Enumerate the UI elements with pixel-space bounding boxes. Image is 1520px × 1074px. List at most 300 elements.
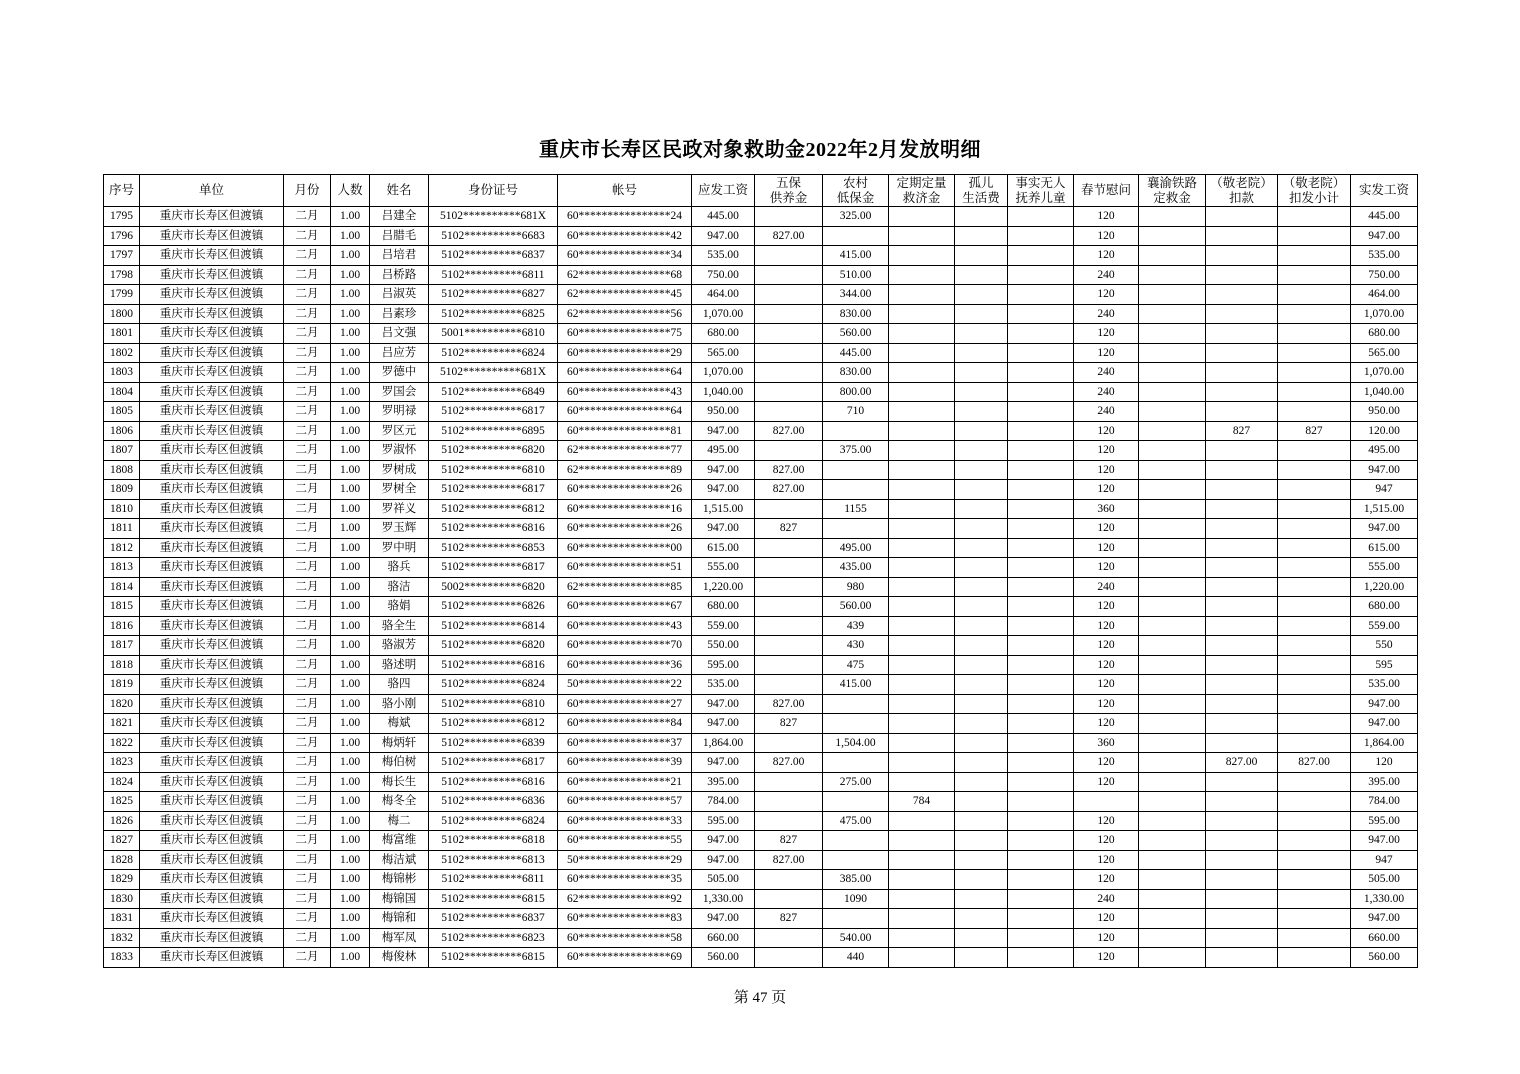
cell-account-number: 60****************37: [558, 733, 692, 753]
cell-id-number: 5102**********6814: [429, 616, 558, 636]
cell-account-number: 60****************75: [558, 324, 692, 344]
cell-rural-subsistence-allowance: 375.00: [823, 441, 889, 461]
cell-nursing-home-deduction: [1206, 402, 1278, 422]
cell-month: 二月: [284, 909, 331, 929]
cell-xiangyu-railway-relief: [1139, 655, 1206, 675]
cell-nursing-home-deduction-subtotal: [1278, 246, 1351, 266]
cell-de-facto-orphan-support: [1008, 616, 1074, 636]
cell-seq: 1827: [104, 831, 140, 851]
cell-nursing-home-deduction: [1206, 909, 1278, 929]
cell-five-guarantee-support: [755, 811, 823, 831]
cell-nursing-home-deduction: [1206, 636, 1278, 656]
cell-payable-wage: 947.00: [692, 850, 755, 870]
cell-regular-relief: [889, 538, 955, 558]
cell-account-number: 60****************69: [558, 948, 692, 968]
cell-unit: 重庆市长寿区但渡镇: [140, 499, 284, 519]
cell-name: 梅锦国: [370, 889, 429, 909]
cell-nursing-home-deduction-subtotal: [1278, 850, 1351, 870]
cell-seq: 1798: [104, 265, 140, 285]
column-header-rural-subsistence-allowance: 农村 低保金: [823, 175, 889, 207]
cell-account-number: 60****************43: [558, 382, 692, 402]
cell-xiangyu-railway-relief: [1139, 558, 1206, 578]
cell-account-number: 60****************64: [558, 402, 692, 422]
table-row: [104, 519, 1418, 539]
cell-orphan-living-allowance: [955, 285, 1008, 305]
cell-seq: 1816: [104, 616, 140, 636]
table-row: [104, 850, 1418, 870]
page-number: 第 47 页: [733, 990, 787, 1006]
cell-month: 二月: [284, 928, 331, 948]
cell-actual-wage: 947: [1351, 850, 1418, 870]
cell-payable-wage: 947.00: [692, 226, 755, 246]
cell-regular-relief: [889, 675, 955, 695]
cell-actual-wage: 595.00: [1351, 811, 1418, 831]
cell-spring-festival-condolence: 120: [1074, 538, 1139, 558]
cell-id-number: 5102**********6810: [429, 694, 558, 714]
cell-spring-festival-condolence: 120: [1074, 558, 1139, 578]
cell-account-number: 62****************89: [558, 460, 692, 480]
cell-seq: 1820: [104, 694, 140, 714]
cell-regular-relief: [889, 421, 955, 441]
cell-id-number: 5102**********6683: [429, 226, 558, 246]
cell-de-facto-orphan-support: [1008, 246, 1074, 266]
cell-nursing-home-deduction: [1206, 772, 1278, 792]
cell-actual-wage: 1,330.00: [1351, 889, 1418, 909]
cell-regular-relief: [889, 870, 955, 890]
cell-rural-subsistence-allowance: [823, 714, 889, 734]
table-row: [104, 324, 1418, 344]
cell-xiangyu-railway-relief: [1139, 948, 1206, 968]
cell-xiangyu-railway-relief: [1139, 577, 1206, 597]
cell-de-facto-orphan-support: [1008, 538, 1074, 558]
cell-people-count: 1.00: [331, 246, 370, 266]
cell-de-facto-orphan-support: [1008, 714, 1074, 734]
cell-account-number: 60****************39: [558, 753, 692, 773]
cell-rural-subsistence-allowance: [823, 753, 889, 773]
cell-five-guarantee-support: [755, 265, 823, 285]
cell-five-guarantee-support: [755, 441, 823, 461]
column-header-seq: 序号: [104, 175, 140, 207]
cell-regular-relief: [889, 850, 955, 870]
cell-nursing-home-deduction-subtotal: [1278, 616, 1351, 636]
cell-spring-festival-condolence: 120: [1074, 226, 1139, 246]
cell-id-number: 5102**********6816: [429, 772, 558, 792]
cell-orphan-living-allowance: [955, 343, 1008, 363]
cell-xiangyu-railway-relief: [1139, 382, 1206, 402]
cell-five-guarantee-support: [755, 772, 823, 792]
cell-seq: 1808: [104, 460, 140, 480]
cell-xiangyu-railway-relief: [1139, 733, 1206, 753]
cell-orphan-living-allowance: [955, 304, 1008, 324]
cell-unit: 重庆市长寿区但渡镇: [140, 636, 284, 656]
cell-spring-festival-condolence: 240: [1074, 577, 1139, 597]
cell-nursing-home-deduction-subtotal: [1278, 285, 1351, 305]
cell-five-guarantee-support: 827: [755, 519, 823, 539]
cell-orphan-living-allowance: [955, 772, 1008, 792]
cell-actual-wage: 495.00: [1351, 441, 1418, 461]
cell-actual-wage: 1,070.00: [1351, 363, 1418, 383]
cell-spring-festival-condolence: 360: [1074, 499, 1139, 519]
cell-orphan-living-allowance: [955, 733, 1008, 753]
cell-actual-wage: 535.00: [1351, 675, 1418, 695]
cell-orphan-living-allowance: [955, 948, 1008, 968]
cell-five-guarantee-support: [755, 304, 823, 324]
cell-five-guarantee-support: 827.00: [755, 226, 823, 246]
cell-regular-relief: [889, 577, 955, 597]
cell-month: 二月: [284, 733, 331, 753]
table-row: [104, 597, 1418, 617]
cell-five-guarantee-support: 827.00: [755, 460, 823, 480]
cell-people-count: 1.00: [331, 616, 370, 636]
cell-five-guarantee-support: [755, 382, 823, 402]
cell-actual-wage: 595: [1351, 655, 1418, 675]
table-row: [104, 675, 1418, 695]
cell-name: 骆述明: [370, 655, 429, 675]
cell-id-number: 5102**********6837: [429, 246, 558, 266]
cell-spring-festival-condolence: 120: [1074, 675, 1139, 695]
cell-spring-festival-condolence: 120: [1074, 714, 1139, 734]
cell-payable-wage: 464.00: [692, 285, 755, 305]
cell-name: 骆全生: [370, 616, 429, 636]
cell-nursing-home-deduction-subtotal: [1278, 382, 1351, 402]
cell-unit: 重庆市长寿区但渡镇: [140, 675, 284, 695]
cell-account-number: 60****************16: [558, 499, 692, 519]
cell-regular-relief: [889, 460, 955, 480]
cell-name: 吕腊毛: [370, 226, 429, 246]
cell-seq: 1797: [104, 246, 140, 266]
cell-spring-festival-condolence: 240: [1074, 265, 1139, 285]
cell-account-number: 60****************36: [558, 655, 692, 675]
cell-name: 罗中明: [370, 538, 429, 558]
cell-month: 二月: [284, 460, 331, 480]
cell-spring-festival-condolence: 120: [1074, 460, 1139, 480]
cell-name: 罗淑怀: [370, 441, 429, 461]
table-body: [104, 207, 1418, 968]
cell-seq: 1799: [104, 285, 140, 305]
cell-payable-wage: 947.00: [692, 909, 755, 929]
table-row: [104, 811, 1418, 831]
cell-account-number: 60****************00: [558, 538, 692, 558]
cell-people-count: 1.00: [331, 772, 370, 792]
cell-people-count: 1.00: [331, 909, 370, 929]
cell-payable-wage: 445.00: [692, 207, 755, 227]
cell-month: 二月: [284, 948, 331, 968]
cell-name: 梅锦和: [370, 909, 429, 929]
cell-nursing-home-deduction: [1206, 714, 1278, 734]
table-row: [104, 402, 1418, 422]
cell-month: 二月: [284, 889, 331, 909]
cell-xiangyu-railway-relief: [1139, 343, 1206, 363]
cell-actual-wage: 464.00: [1351, 285, 1418, 305]
cell-id-number: 5102**********6823: [429, 928, 558, 948]
table-header: [104, 175, 1418, 207]
cell-seq: 1802: [104, 343, 140, 363]
cell-five-guarantee-support: [755, 363, 823, 383]
cell-people-count: 1.00: [331, 655, 370, 675]
cell-id-number: 5102**********6853: [429, 538, 558, 558]
cell-people-count: 1.00: [331, 694, 370, 714]
cell-xiangyu-railway-relief: [1139, 636, 1206, 656]
cell-rural-subsistence-allowance: 710: [823, 402, 889, 422]
table-row: [104, 870, 1418, 890]
cell-regular-relief: [889, 889, 955, 909]
table-row: [104, 655, 1418, 675]
cell-five-guarantee-support: [755, 499, 823, 519]
table-row: [104, 928, 1418, 948]
cell-month: 二月: [284, 870, 331, 890]
cell-account-number: 60****************43: [558, 616, 692, 636]
cell-five-guarantee-support: [755, 948, 823, 968]
cell-account-number: 62****************68: [558, 265, 692, 285]
table-row: [104, 909, 1418, 929]
cell-id-number: 5102**********6813: [429, 850, 558, 870]
table-row: [104, 831, 1418, 851]
cell-spring-festival-condolence: 120: [1074, 441, 1139, 461]
cell-nursing-home-deduction-subtotal: [1278, 694, 1351, 714]
cell-actual-wage: 947.00: [1351, 831, 1418, 851]
cell-people-count: 1.00: [331, 519, 370, 539]
cell-id-number: 5102**********681X: [429, 363, 558, 383]
cell-actual-wage: 615.00: [1351, 538, 1418, 558]
table-row: [104, 441, 1418, 461]
cell-spring-festival-condolence: 120: [1074, 207, 1139, 227]
table-row: [104, 616, 1418, 636]
cell-nursing-home-deduction: [1206, 285, 1278, 305]
cell-spring-festival-condolence: 120: [1074, 421, 1139, 441]
cell-nursing-home-deduction-subtotal: [1278, 304, 1351, 324]
cell-de-facto-orphan-support: [1008, 850, 1074, 870]
cell-five-guarantee-support: [755, 792, 823, 812]
cell-rural-subsistence-allowance: 415.00: [823, 246, 889, 266]
cell-nursing-home-deduction: [1206, 499, 1278, 519]
cell-rural-subsistence-allowance: [823, 480, 889, 500]
cell-unit: 重庆市长寿区但渡镇: [140, 363, 284, 383]
cell-xiangyu-railway-relief: [1139, 421, 1206, 441]
cell-account-number: 62****************77: [558, 441, 692, 461]
cell-payable-wage: 680.00: [692, 324, 755, 344]
cell-account-number: 60****************29: [558, 343, 692, 363]
cell-unit: 重庆市长寿区但渡镇: [140, 850, 284, 870]
cell-xiangyu-railway-relief: [1139, 285, 1206, 305]
cell-name: 吕培君: [370, 246, 429, 266]
cell-nursing-home-deduction-subtotal: [1278, 460, 1351, 480]
cell-unit: 重庆市长寿区但渡镇: [140, 265, 284, 285]
cell-actual-wage: 395.00: [1351, 772, 1418, 792]
cell-actual-wage: 1,515.00: [1351, 499, 1418, 519]
cell-name: 梅洁斌: [370, 850, 429, 870]
cell-rural-subsistence-allowance: 445.00: [823, 343, 889, 363]
table-row: [104, 948, 1418, 968]
cell-five-guarantee-support: [755, 616, 823, 636]
cell-de-facto-orphan-support: [1008, 772, 1074, 792]
cell-regular-relief: [889, 753, 955, 773]
cell-de-facto-orphan-support: [1008, 753, 1074, 773]
cell-regular-relief: [889, 714, 955, 734]
cell-rural-subsistence-allowance: [823, 694, 889, 714]
cell-account-number: 62****************56: [558, 304, 692, 324]
cell-unit: 重庆市长寿区但渡镇: [140, 480, 284, 500]
cell-de-facto-orphan-support: [1008, 928, 1074, 948]
cell-spring-festival-condolence: 120: [1074, 928, 1139, 948]
cell-xiangyu-railway-relief: [1139, 246, 1206, 266]
cell-orphan-living-allowance: [955, 207, 1008, 227]
cell-id-number: 5102**********6817: [429, 402, 558, 422]
cell-rural-subsistence-allowance: 439: [823, 616, 889, 636]
table-row: [104, 246, 1418, 266]
cell-people-count: 1.00: [331, 304, 370, 324]
cell-orphan-living-allowance: [955, 753, 1008, 773]
cell-actual-wage: 1,040.00: [1351, 382, 1418, 402]
cell-five-guarantee-support: [755, 889, 823, 909]
cell-id-number: 5102**********6815: [429, 889, 558, 909]
cell-seq: 1818: [104, 655, 140, 675]
cell-account-number: 60****************35: [558, 870, 692, 890]
cell-spring-festival-condolence: 120: [1074, 616, 1139, 636]
cell-xiangyu-railway-relief: [1139, 519, 1206, 539]
cell-unit: 重庆市长寿区但渡镇: [140, 460, 284, 480]
cell-people-count: 1.00: [331, 226, 370, 246]
cell-people-count: 1.00: [331, 402, 370, 422]
cell-de-facto-orphan-support: [1008, 421, 1074, 441]
cell-rural-subsistence-allowance: 415.00: [823, 675, 889, 695]
cell-seq: 1815: [104, 597, 140, 617]
cell-orphan-living-allowance: [955, 538, 1008, 558]
cell-month: 二月: [284, 285, 331, 305]
cell-nursing-home-deduction-subtotal: [1278, 636, 1351, 656]
cell-five-guarantee-support: 827.00: [755, 480, 823, 500]
cell-nursing-home-deduction: [1206, 519, 1278, 539]
cell-nursing-home-deduction: [1206, 811, 1278, 831]
cell-xiangyu-railway-relief: [1139, 909, 1206, 929]
cell-regular-relief: [889, 265, 955, 285]
cell-regular-relief: [889, 831, 955, 851]
cell-id-number: 5102**********6824: [429, 675, 558, 695]
cell-de-facto-orphan-support: [1008, 499, 1074, 519]
cell-rural-subsistence-allowance: [823, 850, 889, 870]
cell-unit: 重庆市长寿区但渡镇: [140, 382, 284, 402]
cell-xiangyu-railway-relief: [1139, 207, 1206, 227]
cell-xiangyu-railway-relief: [1139, 714, 1206, 734]
cell-actual-wage: 445.00: [1351, 207, 1418, 227]
cell-nursing-home-deduction: [1206, 441, 1278, 461]
cell-seq: 1803: [104, 363, 140, 383]
cell-regular-relief: [889, 519, 955, 539]
cell-account-number: 60****************51: [558, 558, 692, 578]
cell-seq: 1821: [104, 714, 140, 734]
cell-month: 二月: [284, 811, 331, 831]
cell-unit: 重庆市长寿区但渡镇: [140, 772, 284, 792]
cell-people-count: 1.00: [331, 714, 370, 734]
cell-month: 二月: [284, 792, 331, 812]
cell-five-guarantee-support: 827.00: [755, 421, 823, 441]
cell-nursing-home-deduction: [1206, 928, 1278, 948]
cell-de-facto-orphan-support: [1008, 207, 1074, 227]
cell-nursing-home-deduction: [1206, 577, 1278, 597]
cell-name: 罗树成: [370, 460, 429, 480]
cell-five-guarantee-support: [755, 538, 823, 558]
cell-unit: 重庆市长寿区但渡镇: [140, 519, 284, 539]
cell-id-number: 5102**********6817: [429, 480, 558, 500]
cell-spring-festival-condolence: 120: [1074, 324, 1139, 344]
cell-spring-festival-condolence: 120: [1074, 753, 1139, 773]
cell-orphan-living-allowance: [955, 597, 1008, 617]
cell-orphan-living-allowance: [955, 831, 1008, 851]
cell-unit: 重庆市长寿区但渡镇: [140, 324, 284, 344]
cell-nursing-home-deduction-subtotal: [1278, 343, 1351, 363]
cell-orphan-living-allowance: [955, 694, 1008, 714]
cell-five-guarantee-support: 827.00: [755, 753, 823, 773]
cell-id-number: 5102**********6837: [429, 909, 558, 929]
column-header-de-facto-orphan-support: 事实无人 抚养儿童: [1008, 175, 1074, 207]
cell-month: 二月: [284, 636, 331, 656]
cell-seq: 1801: [104, 324, 140, 344]
cell-actual-wage: 947.00: [1351, 694, 1418, 714]
column-header-month: 月份: [284, 175, 331, 207]
cell-actual-wage: 1,864.00: [1351, 733, 1418, 753]
cell-five-guarantee-support: 827.00: [755, 850, 823, 870]
cell-regular-relief: [889, 363, 955, 383]
cell-nursing-home-deduction: [1206, 343, 1278, 363]
cell-name: 梅锦彬: [370, 870, 429, 890]
cell-people-count: 1.00: [331, 324, 370, 344]
cell-people-count: 1.00: [331, 831, 370, 851]
cell-nursing-home-deduction: [1206, 207, 1278, 227]
cell-name: 吕淑英: [370, 285, 429, 305]
cell-name: 梅斌: [370, 714, 429, 734]
cell-people-count: 1.00: [331, 733, 370, 753]
cell-xiangyu-railway-relief: [1139, 480, 1206, 500]
cell-payable-wage: 950.00: [692, 402, 755, 422]
cell-month: 二月: [284, 402, 331, 422]
cell-orphan-living-allowance: [955, 909, 1008, 929]
cell-month: 二月: [284, 772, 331, 792]
cell-people-count: 1.00: [331, 538, 370, 558]
cell-id-number: 5102**********6825: [429, 304, 558, 324]
column-header-five-guarantee-support: 五保 供养金: [755, 175, 823, 207]
cell-spring-festival-condolence: 120: [1074, 597, 1139, 617]
cell-people-count: 1.00: [331, 421, 370, 441]
cell-name: 梅富维: [370, 831, 429, 851]
cell-unit: 重庆市长寿区但渡镇: [140, 616, 284, 636]
cell-orphan-living-allowance: [955, 616, 1008, 636]
cell-payable-wage: 1,070.00: [692, 304, 755, 324]
cell-orphan-living-allowance: [955, 421, 1008, 441]
table-row: [104, 753, 1418, 773]
cell-month: 二月: [284, 831, 331, 851]
cell-rural-subsistence-allowance: [823, 519, 889, 539]
cell-de-facto-orphan-support: [1008, 909, 1074, 929]
cell-nursing-home-deduction-subtotal: [1278, 480, 1351, 500]
table-row: [104, 265, 1418, 285]
cell-name: 吕建全: [370, 207, 429, 227]
cell-de-facto-orphan-support: [1008, 636, 1074, 656]
cell-xiangyu-railway-relief: [1139, 402, 1206, 422]
cell-rural-subsistence-allowance: 980: [823, 577, 889, 597]
cell-nursing-home-deduction-subtotal: [1278, 772, 1351, 792]
cell-nursing-home-deduction-subtotal: 827.00: [1278, 753, 1351, 773]
cell-name: 罗德中: [370, 363, 429, 383]
cell-seq: 1813: [104, 558, 140, 578]
cell-name: 吕文强: [370, 324, 429, 344]
cell-month: 二月: [284, 753, 331, 773]
cell-xiangyu-railway-relief: [1139, 226, 1206, 246]
cell-nursing-home-deduction: 827: [1206, 421, 1278, 441]
table-row: [104, 363, 1418, 383]
cell-nursing-home-deduction: [1206, 792, 1278, 812]
table-row: [104, 792, 1418, 812]
cell-unit: 重庆市长寿区但渡镇: [140, 577, 284, 597]
cell-unit: 重庆市长寿区但渡镇: [140, 207, 284, 227]
